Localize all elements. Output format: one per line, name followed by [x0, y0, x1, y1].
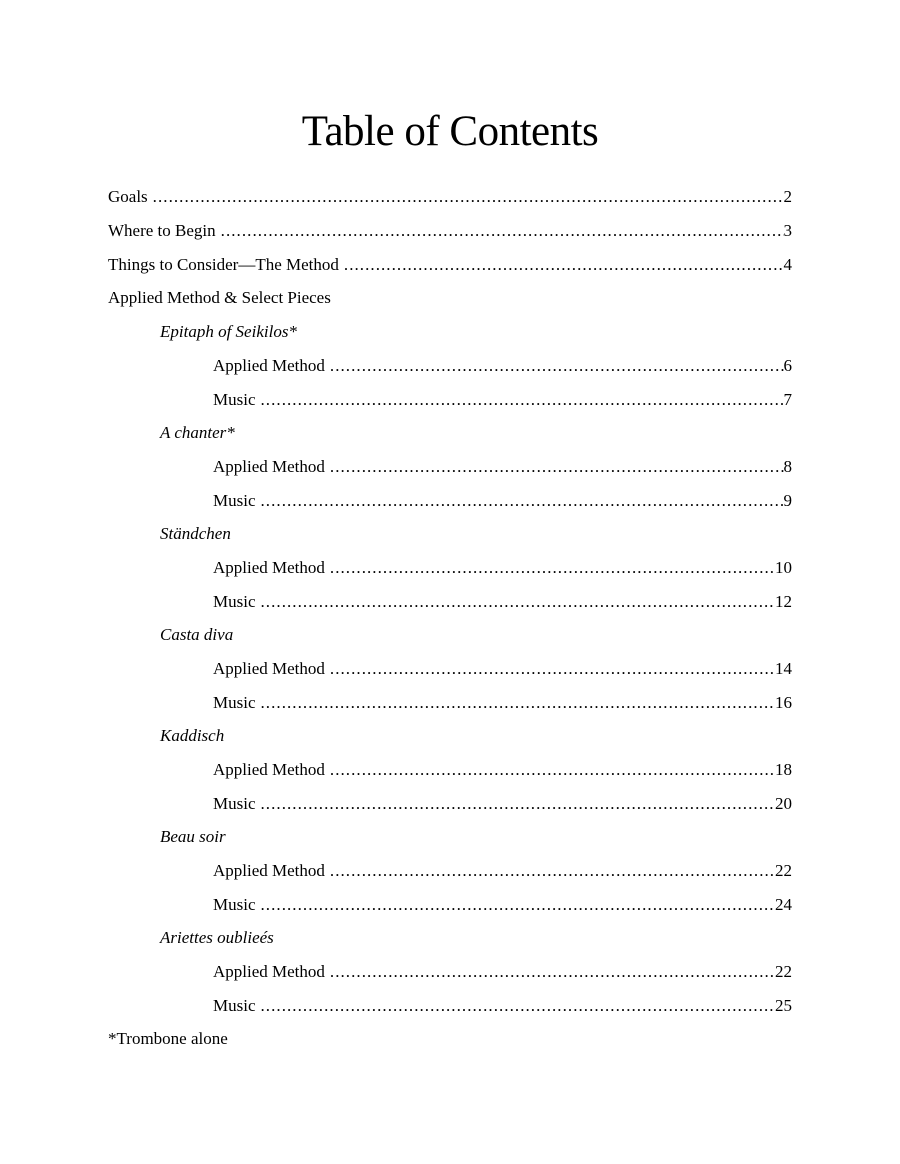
toc-entry-page: 6	[783, 356, 792, 375]
toc-entry-page: 8	[783, 457, 792, 476]
dot-leader	[325, 657, 775, 681]
toc-entry-label: Music	[213, 693, 256, 712]
toc-piece-standchen	[160, 522, 792, 546]
toc-entry-applied-method[interactable]	[213, 960, 792, 984]
toc-piece-label: Ständchen	[160, 524, 231, 543]
toc-piece-label: Ariettes oublieés	[160, 928, 274, 947]
toc-entry-music[interactable]	[213, 590, 792, 614]
toc-piece-label: Epitaph of Seikilos*	[160, 322, 297, 341]
toc-entry-page: 12	[775, 592, 792, 611]
toc-entry-page: 3	[783, 221, 792, 240]
dot-leader	[216, 219, 784, 243]
toc-entry-music[interactable]	[213, 893, 792, 917]
toc-entry-music[interactable]	[213, 691, 792, 715]
dot-leader	[325, 758, 775, 782]
dot-leader	[325, 960, 775, 984]
toc-entry-page: 24	[775, 895, 792, 914]
toc-entry-page: 25	[775, 996, 792, 1015]
toc-entry-label: Where to Begin	[108, 221, 216, 240]
toc-entry-label: Applied Method	[213, 861, 325, 880]
toc-entry-page: 22	[775, 861, 792, 880]
dot-leader	[256, 691, 776, 715]
toc-piece-label: Kaddisch	[160, 726, 225, 745]
dot-leader	[325, 556, 775, 580]
toc-entry-page: 4	[783, 255, 792, 274]
toc-section-label: Applied Method & Select Pieces	[108, 288, 331, 307]
dot-leader	[325, 455, 784, 479]
toc-entry-label: Applied Method	[213, 962, 325, 981]
toc-entry-applied-method[interactable]	[213, 758, 792, 782]
toc-entry-music[interactable]	[213, 388, 792, 412]
toc-entry-music[interactable]	[213, 792, 792, 816]
toc-entry-label: Music	[213, 592, 256, 611]
toc-entry-page: 20	[775, 794, 792, 813]
toc-entry-label: Applied Method	[213, 760, 325, 779]
toc-entry-label: Music	[213, 390, 256, 409]
page-title: Table of Contents	[301, 108, 599, 155]
toc-piece-label: A chanter*	[160, 423, 235, 442]
toc-entry-goals[interactable]	[108, 185, 792, 209]
toc-entry-page: 7	[783, 390, 792, 409]
dot-leader	[256, 994, 776, 1018]
dot-leader	[256, 792, 776, 816]
dot-leader	[325, 859, 775, 883]
toc-entry-label: Music	[213, 794, 256, 813]
toc-entry-applied-method[interactable]	[213, 354, 792, 378]
toc-entry-page: 9	[783, 491, 792, 510]
toc-entry-label: Goals	[108, 187, 148, 206]
toc-entry-page: 18	[775, 760, 792, 779]
dot-leader	[339, 253, 784, 277]
toc-piece-kaddisch	[160, 724, 792, 748]
toc-entry-page: 2	[783, 187, 792, 206]
toc-piece-epitaph-of-seikilos	[160, 320, 792, 344]
toc-piece-beau-soir	[160, 825, 792, 849]
toc-entry-label: Music	[213, 491, 256, 510]
toc-entry-label: Applied Method	[213, 659, 325, 678]
toc-entry-label: Things to Consider—The Method	[108, 255, 339, 274]
toc-entry-page: 10	[775, 558, 792, 577]
toc-piece-ariettes-oubliees	[160, 926, 792, 950]
toc-entry-label: Music	[213, 895, 256, 914]
toc-entry-applied-method[interactable]	[213, 455, 792, 479]
footnote: *Trombone alone	[108, 1029, 228, 1048]
toc-entry-music[interactable]	[213, 489, 792, 513]
dot-leader	[256, 489, 784, 513]
dot-leader	[256, 893, 776, 917]
toc-entry-music[interactable]	[213, 994, 792, 1018]
toc-entry-label: Applied Method	[213, 558, 325, 577]
toc-entry-where-to-begin[interactable]	[108, 219, 792, 243]
toc-piece-label: Casta diva	[160, 625, 234, 644]
toc-entry-page: 22	[775, 962, 792, 981]
toc-entry-page: 16	[775, 693, 792, 712]
toc-entry-label: Applied Method	[213, 356, 325, 375]
toc-entry-applied-method[interactable]	[213, 657, 792, 681]
toc-entry-applied-method[interactable]	[213, 859, 792, 883]
toc-piece-label: Beau soir	[160, 827, 226, 846]
dot-leader	[148, 185, 784, 209]
toc-entry-applied-method[interactable]	[213, 556, 792, 580]
toc-piece-a-chanter	[160, 421, 792, 445]
dot-leader	[256, 388, 784, 412]
dot-leader	[325, 354, 784, 378]
toc-section-applied-method-select-pieces	[108, 286, 792, 310]
toc-entry-label: Applied Method	[213, 457, 325, 476]
dot-leader	[256, 590, 776, 614]
toc-entry-page: 14	[775, 659, 792, 678]
toc-entry-label: Music	[213, 996, 256, 1015]
toc-entry-things-to-consider[interactable]	[108, 253, 792, 277]
toc-piece-casta-diva	[160, 623, 792, 647]
